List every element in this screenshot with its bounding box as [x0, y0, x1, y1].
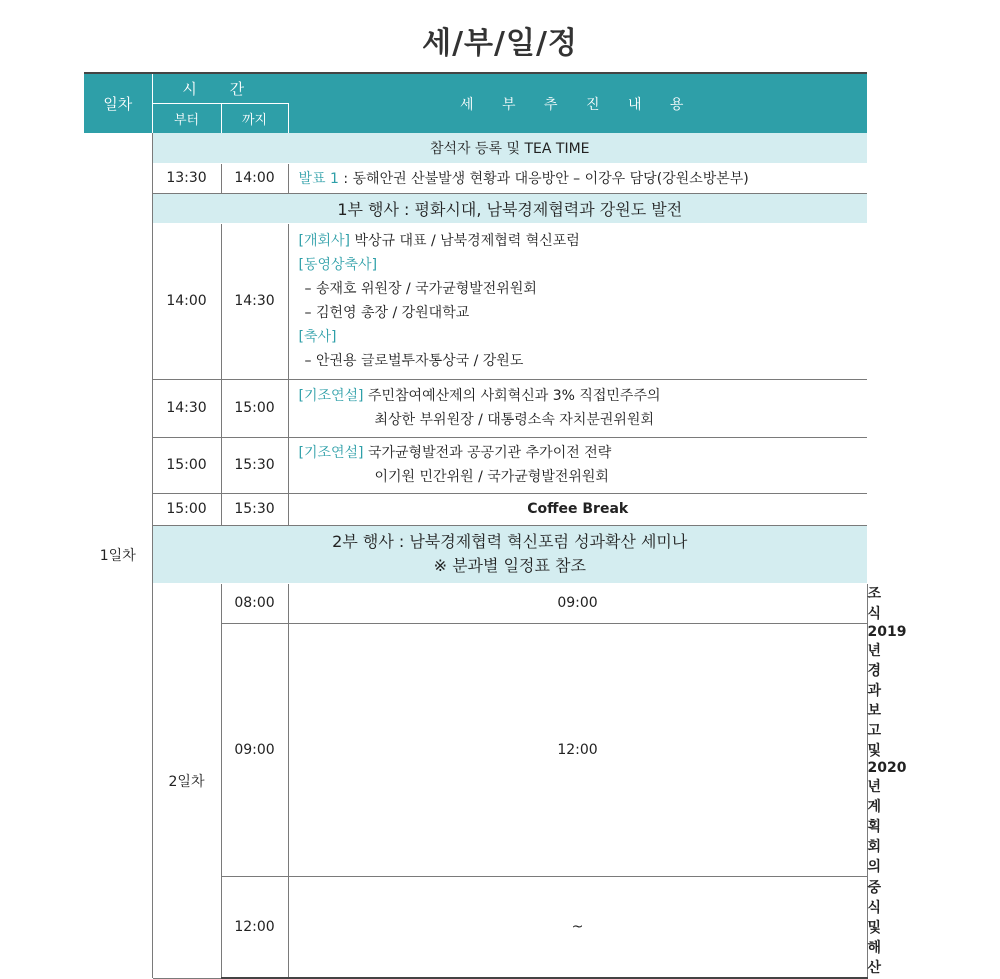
keynote-tag: [기조연설]	[298, 445, 364, 461]
time-from: 14:00	[152, 223, 221, 379]
schedule-table: 일차 시 간 세 부 추 진 내 용 부터 까지 1일차 참석자 등록 및 TEA TIME 13:30 14:00 발표 1 : 동해안권 산불발생 현황과 대응방안 – 이강우 담당(강원소방본부) 1부 행사 : 평화시대, 남북경제협력과 강원도 발전 14:00 14:30 [개회사] 박상규 대표 / 남북경제협력 혁신포럼 [동영상축사] – 송재호 위원장 / 국가균형발전위원회 – 김헌영 총장 / 강원대학교 [축사] – 안권용 글로벌투자통상국 / 강원도 14:30 15:00 [기조연설] 주민참여예산제의 사회혁신과 3% 직접민주주의 최상한 부위원장 / 대통령소속 자치분권위원회 15:00 15:30 [기조연설] 국가균형발전과 공공기관 추가이전 전략 이기원 민간위원 / 국가균형발전위원회 15:00 15:30 Coffee Break 2부 행사 : 남북경제협력 혁신포럼 성과확산 세미나 ※ 분과별 일정표 참조 2일차 08:00 09:00 조식 09:00 12:00 2019년 경과보고 및 2020년 계획 회의 12:00 ~ 중식 및 해산	[84, 72, 867, 979]
opening-text: 박상규 대표 / 남북경제협력 혁신포럼	[350, 233, 580, 249]
presentation-text: : 동해안권 산불발생 현황과 대응방안 – 이강우 담당(강원소방본부)	[338, 171, 749, 187]
keynote-text: 주민참여예산제의 사회혁신과 3% 직접민주주의	[363, 388, 661, 404]
page-title: 세/부/일/정	[422, 26, 578, 61]
time-to: ~	[288, 877, 867, 979]
time-to: 14:00	[221, 163, 288, 193]
time-to: 15:30	[221, 493, 288, 525]
video-congrats-tag: [동영상축사]	[298, 257, 378, 273]
time-to: 15:30	[221, 437, 288, 493]
header-day: 일차	[84, 73, 152, 133]
time-to: 15:00	[221, 379, 288, 437]
coffee-break: Coffee Break	[288, 493, 867, 525]
time-from: 08:00	[221, 583, 288, 624]
video-congrats-line: – 김헌영 총장 / 강원대학교	[304, 305, 470, 321]
header-to: 까지	[221, 103, 288, 133]
day1-label: 1일차	[84, 133, 152, 978]
time-from: 09:00	[221, 624, 288, 877]
session2-note: ※ 분과별 일정표 참조	[433, 556, 586, 575]
time-from: 15:00	[152, 437, 221, 493]
keynote-speaker: 최상한 부위원장 / 대통령소속 자치분권위원회	[374, 412, 654, 428]
session2-title: 2부 행사 : 남북경제협력 혁신포럼 성과확산 세미나	[332, 532, 688, 551]
keynote-tag: [기조연설]	[298, 388, 364, 404]
keynote-text: 국가균형발전과 공공기관 추가이전 전략	[363, 445, 612, 461]
presentation-tag: 발표 1	[298, 171, 339, 187]
time-from: 14:30	[152, 379, 221, 437]
congrats-line: – 안권용 글로벌투자통상국 / 강원도	[304, 353, 524, 369]
header-detail: 세 부 추 진 내 용	[288, 73, 867, 133]
video-congrats-line: – 송재호 위원장 / 국가균형발전위원회	[304, 281, 537, 297]
header-from: 부터	[152, 103, 221, 133]
header-time: 시 간	[152, 73, 288, 103]
time-to: 12:00	[288, 624, 867, 877]
time-from: 15:00	[152, 493, 221, 525]
keynote-speaker: 이기원 민간위원 / 국가균형발전위원회	[374, 469, 609, 485]
congrats-tag: [축사]	[298, 329, 337, 345]
registration-band: 참석자 등록 및 TEA TIME	[152, 133, 867, 163]
time-from: 12:00	[221, 877, 288, 979]
keynote1-detail	[288, 379, 867, 437]
time-to: 14:30	[221, 223, 288, 379]
presentation-detail	[288, 163, 867, 193]
day2-label: 2일차	[152, 583, 221, 978]
time-to: 09:00	[288, 583, 867, 624]
opening-tag: [개회사]	[298, 233, 350, 249]
session1-band: 1부 행사 : 평화시대, 남북경제협력과 강원도 발전	[152, 193, 867, 223]
keynote2-detail	[288, 437, 867, 493]
time-from: 13:30	[152, 163, 221, 193]
opening-detail	[288, 223, 867, 379]
session2-band	[152, 525, 867, 583]
